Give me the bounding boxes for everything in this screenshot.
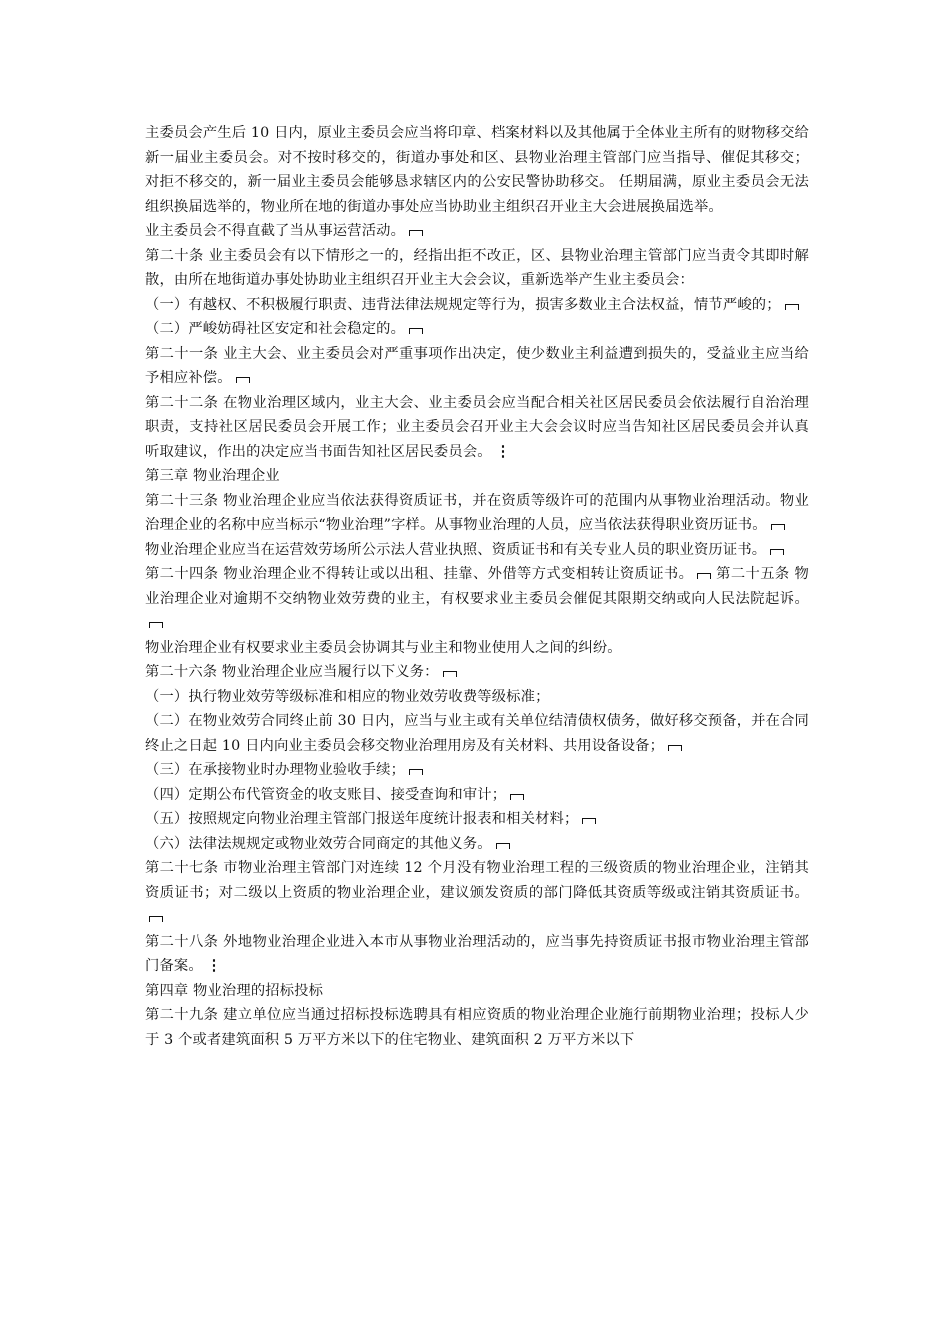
document-paragraph (145, 930, 809, 979)
document-paragraph (145, 807, 809, 832)
paragraph-text: 第二十条 业主委员会有以下情形之一的，经指出拒不改正，区、县物业治理主管部门应当责令其即时解散，由所在地街道办事处协助业主组织召开业主大会会议，重新选举产生业主委员会： (145, 247, 809, 288)
ellipsis-mark-icon: ⋮ (206, 958, 222, 974)
paragraph-mark-icon (510, 794, 524, 800)
paragraph-text: 第二十四条 物业治理企业不得转让或以出租、挂靠、外借等方式变相转让资质证书。 (145, 566, 694, 582)
paragraph-text: 第二十五条 物业治理企业对逾期不交纳物业效劳费的业主，有权要求业主委员会催促其限期交纳或向人民法院起诉。 (145, 566, 809, 607)
paragraph-text: （五）按照规定向物业治理主管部门报送年度统计报表和相关材料； (145, 811, 579, 827)
paragraph-text: 物业治理企业有权要求业主委员会协调其与业主和物业使用人之间的纠纷。 (145, 639, 622, 656)
paragraph-text: 第四章 物业治理的招标投标 (145, 982, 324, 999)
document-paragraph (145, 709, 809, 758)
document-paragraph (145, 832, 809, 857)
document-paragraph (145, 783, 809, 808)
document-paragraph (145, 293, 809, 318)
paragraph-text: 主委员会产生后 10 日内，原业主委员会应当将印章、档案材料以及其他属于全体业主所有的财物移交给新一届业主委员会。对不按时移交的，街道办事处和区、县物业治理主管部门应当指导、催促其移交；对拒不移交的，新一届业主委员会能够恳求辖区内的公安民警协助移交。 任期届满，原业主委员会无法组织换届选举的，物业所在地的街道办事处应当协助业主组织召开业主大会进展换届选举。 (145, 125, 809, 215)
paragraph-mark-icon (771, 524, 785, 530)
document-paragraph (145, 636, 809, 661)
paragraph-text: （二）严峻妨碍社区安定和社会稳定的。 (145, 321, 406, 337)
paragraph-text: 业主委员会不得直截了当从事运营活动。 (145, 223, 406, 239)
paragraph-text: 第二十三条 物业治理企业应当依法获得资质证书，并在资质等级许可的范围内从事物业治理活动。物业治理企业的名称中应当标示“物业治理”字样。从事物业治理的人员，应当依法获得职业资历证书。 (145, 492, 809, 533)
document-paragraph (145, 391, 809, 465)
document-paragraph (145, 121, 809, 219)
paragraph-mark-icon (409, 769, 423, 775)
paragraph-mark-icon (582, 818, 596, 824)
paragraph-text: 第二十八条 外地物业治理企业进入本市从事物业治理活动的，应当事先持资质证书报市物业治理主管部门备案。 (145, 933, 809, 974)
document-paragraph (145, 660, 809, 685)
document-paragraph (145, 685, 809, 710)
ellipsis-mark-icon: ⋮ (495, 443, 511, 460)
paragraph-text: （三）在承接物业时办理物业验收手续； (145, 762, 406, 778)
paragraph-text: （六）法律法规规定或物业效劳合同商定的其他义务。 (145, 835, 492, 852)
document-paragraph (145, 489, 809, 538)
paragraph-mark-icon (149, 916, 163, 922)
paragraph-text: 第二十一条 业主大会、业主委员会对严重事项作出决定，使少数业主利益遭到损失的，受益业主应当给予相应补偿。 (145, 345, 809, 386)
document-paragraph (145, 979, 809, 1004)
paragraph-mark-icon (668, 745, 682, 751)
document-paragraph (145, 856, 809, 930)
paragraph-mark-icon (770, 549, 784, 555)
paragraph-text: 第三章 物业治理企业 (145, 468, 280, 484)
paragraph-text: 第二十九条 建立单位应当通过招标投标选聘具有相应资质的物业治理企业施行前期物业治理；投标人少于 3 个或者建筑面积 5 万平方米以下的住宅物业、建筑面积 2 万平方米以下 (145, 1007, 809, 1048)
paragraph-text: 第二十六条 物业治理企业应当履行以下义务： (145, 664, 439, 680)
paragraph-text: 第二十七条 市物业治理主管部门对连续 12 个月没有物业治理工程的三级资质的物业治理企业，注销其资质证书；对二级以上资质的物业治理企业，建议颁发资质的部门降低其资质等级或注销其资质证书。 (145, 860, 809, 901)
document-paragraph (145, 464, 809, 489)
paragraph-text: （一）执行物业效劳等级标准和相应的物业效劳收费等级标准； (145, 688, 550, 705)
paragraph-mark-icon (443, 671, 457, 677)
paragraph-text: （二）在物业效劳合同终止前 30 日内，应当与业主或有关单位结清债权债务，做好移交预备，并在合同终止之日起 10 日内向业主委员会移交物业治理用房及有关材料、共用设备设备； (145, 713, 809, 754)
document-paragraph (145, 342, 809, 391)
paragraph-mark-icon (697, 573, 711, 579)
document-paragraph (145, 219, 809, 244)
document-paragraph (145, 244, 809, 293)
document-paragraph (145, 317, 809, 342)
document-page (145, 121, 809, 1052)
paragraph-mark-icon (785, 304, 799, 310)
document-paragraph (145, 1003, 809, 1052)
paragraph-mark-icon (409, 328, 423, 334)
paragraph-text: （四）定期公布代管资金的收支账目、接受查询和审计； (145, 786, 507, 803)
paragraph-mark-icon (409, 230, 423, 236)
paragraph-mark-icon (236, 377, 250, 383)
document-paragraph (145, 538, 809, 563)
paragraph-text: 第二十二条 在物业治理区域内，业主大会、业主委员会应当配合相关社区居民委员会依法履行自治治理职责，支持社区居民委员会开展工作；业主委员会召开业主大会会议时应当告知社区居民委员会并认真听取建议，作出的决定应当书面告知社区居民委员会。 (145, 394, 809, 460)
paragraph-mark-icon (149, 622, 163, 628)
paragraph-mark-icon (496, 843, 510, 849)
document-paragraph (145, 758, 809, 783)
paragraph-text: （一）有越权、不积极履行职责、违背法律法规规定等行为，损害多数业主合法权益，情节严峻的； (145, 296, 781, 313)
paragraph-text: 物业治理企业应当在运营效劳场所公示法人营业执照、资质证书和有关专业人员的职业资历证书。 (145, 541, 767, 558)
document-paragraph (145, 562, 809, 636)
